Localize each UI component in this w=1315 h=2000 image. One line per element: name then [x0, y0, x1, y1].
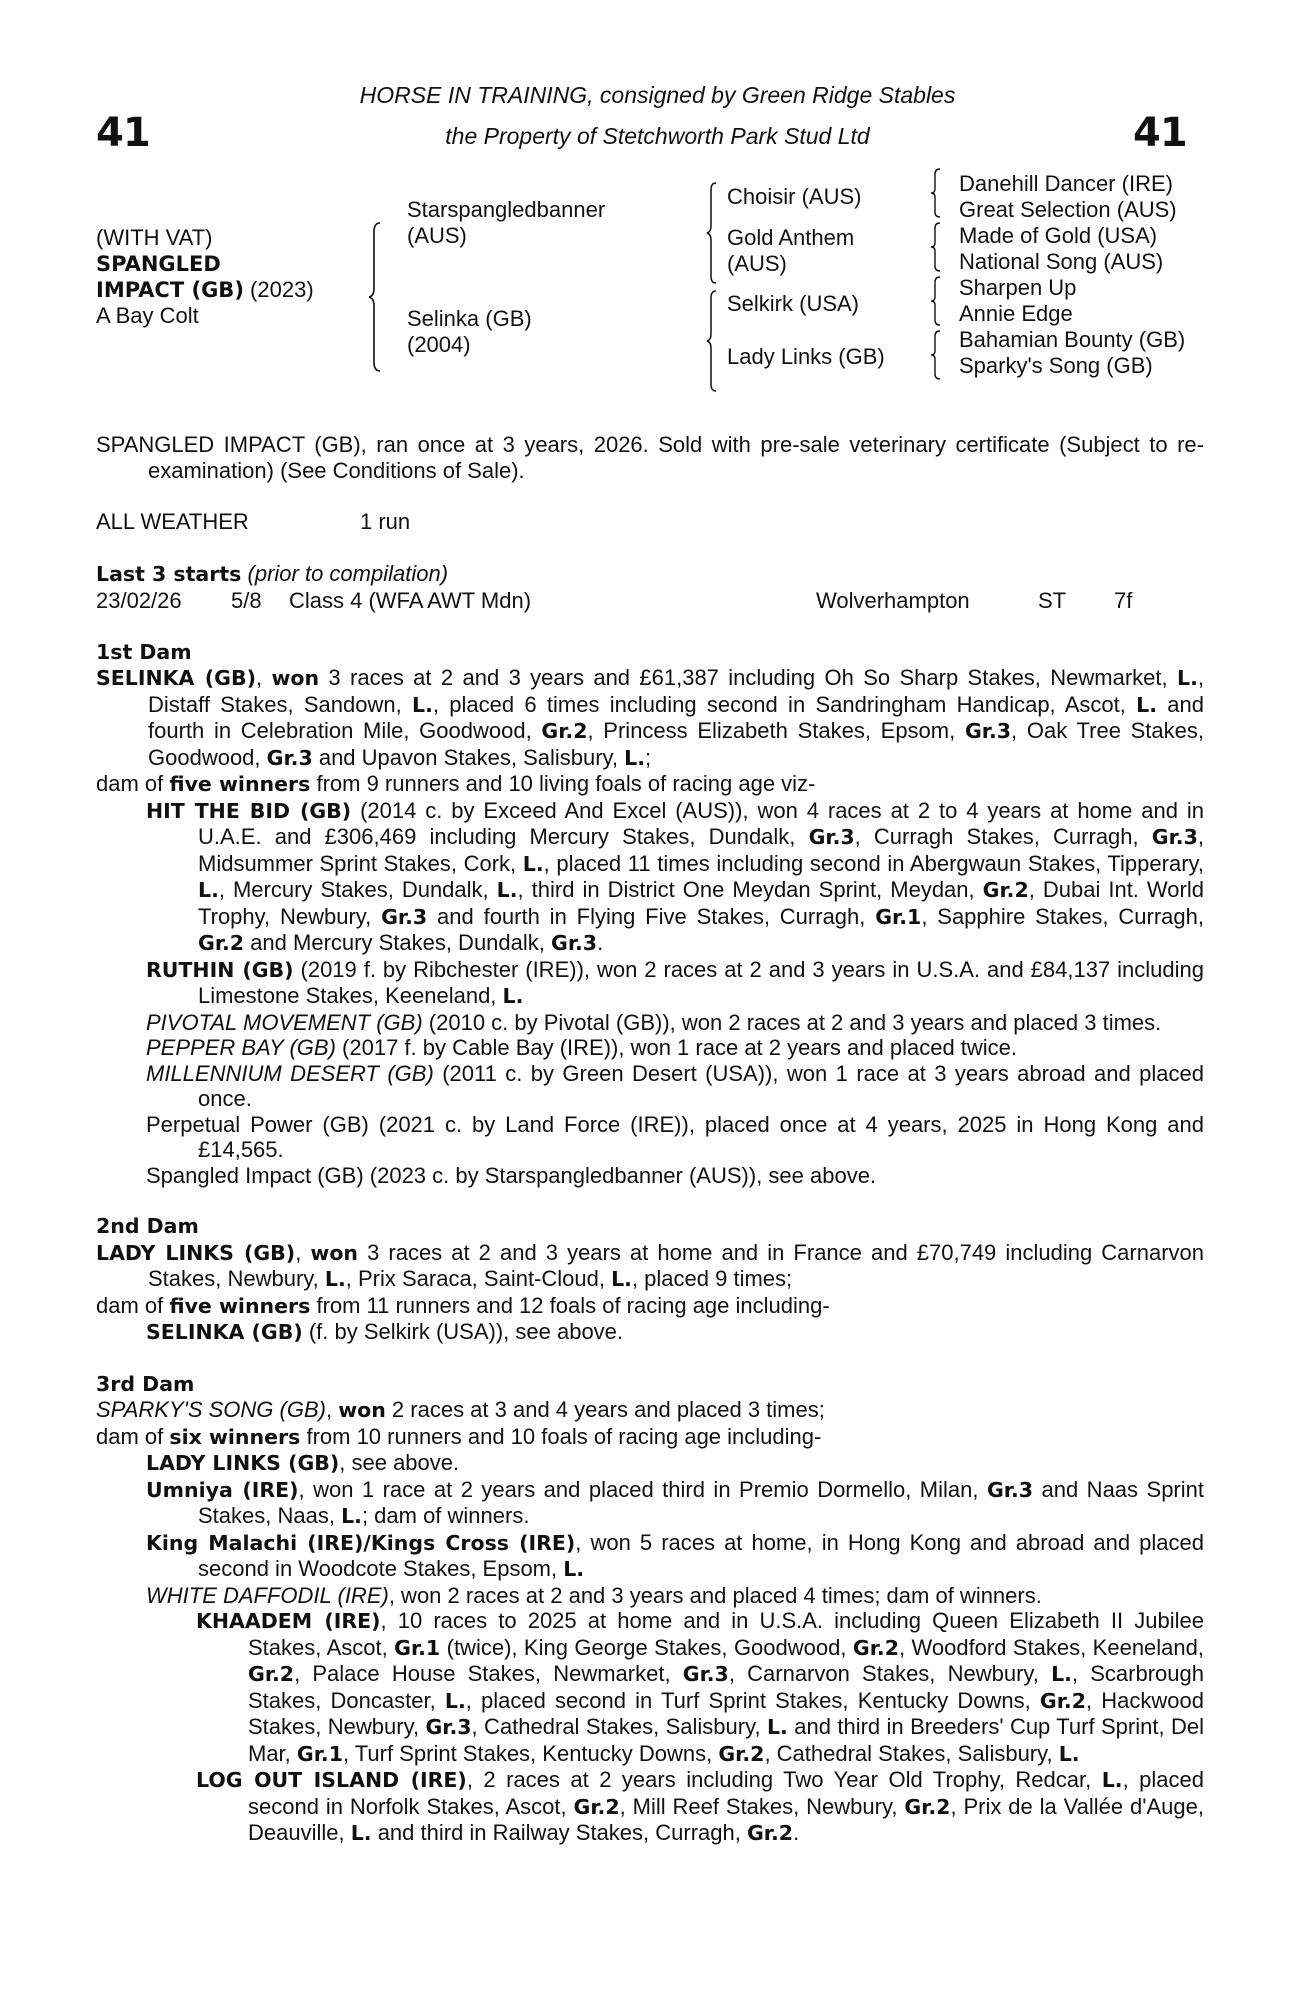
produce-perpetual-power: Perpetual Power (GB) (2021 c. by Land Force (IRE)), placed once at 4 years, 2025 in Hong Kong and £14,565. — [146, 1111, 1204, 1162]
pedigree-sire-dam — [727, 225, 854, 277]
pedigree-gen3 — [959, 171, 1185, 379]
start-position: 5/8 — [231, 587, 262, 613]
gen3-item: Danehill Dancer (IRE) — [959, 171, 1173, 196]
produce-khaadem — [96, 1608, 1204, 1767]
text-run: , won 2 races at 2 and 3 years and placed 4 times; dam of winners. — [388, 1582, 1042, 1608]
bold-text-run: Gr.3 — [1151, 825, 1198, 849]
pedigree-sire-sire: Choisir (AUS) — [727, 184, 862, 209]
last-starts-heading — [96, 561, 1204, 588]
catalogue-body — [96, 432, 1204, 1847]
bold-text-run: Gr.2 — [248, 1662, 295, 1686]
last-starts-subtitle: (prior to compilation) — [247, 561, 449, 586]
pedigree-sire — [407, 197, 605, 249]
produce-selinka — [96, 1319, 1204, 1346]
text-run: and fourth in Celebration Mile, Goodwood, — [148, 691, 1204, 743]
horse-name-line1: SPANGLED — [96, 252, 221, 276]
bold-text-run: Gr.2 — [573, 1794, 620, 1819]
sire-country: (AUS) — [407, 223, 467, 248]
bold-text-run: L. — [496, 878, 518, 902]
bold-text-run: L. — [1101, 1768, 1123, 1792]
bold-text-run: KHAADEM (IRE) — [196, 1609, 381, 1633]
text-run: , placed second in Turf Sprint Stakes, Kentucky Downs, — [465, 1687, 1040, 1713]
text-run: , Curragh Stakes, Curragh, — [854, 824, 1152, 849]
bold-text-run: Gr.1 — [394, 1635, 441, 1660]
text-run: , Dubai Int. World Trophy, Newbury, — [198, 877, 1204, 929]
horse-year: (2023) — [250, 277, 314, 302]
gen3-item: Great Selection (AUS) — [959, 197, 1177, 222]
text-run: and third in Railway Stakes, Curragh, — [371, 1820, 747, 1845]
pedigree-dam-dam: Lady Links (GB) — [727, 344, 885, 369]
start-going: ST — [1038, 587, 1067, 613]
bold-text-run: RUTHIN (GB) — [146, 957, 294, 982]
produce-umniya — [96, 1477, 1204, 1530]
bold-text-run: L. — [502, 984, 524, 1008]
dam-year: (2004) — [407, 332, 471, 357]
bold-text-run: Gr.2 — [982, 878, 1029, 902]
text-run: , placed second in Norfolk Stakes, Ascot, — [248, 1767, 1204, 1819]
gen3-item: Made of Gold (USA) — [959, 223, 1158, 248]
bold-text-run: Gr.3 — [986, 1477, 1034, 1502]
bold-text-run: Gr.2 — [1039, 1688, 1086, 1713]
text-run: 2 races at 3 and 4 years and placed 3 times; — [385, 1397, 825, 1422]
text-run: , placed 9 times; — [631, 1266, 793, 1291]
produce-hit-the-bid — [96, 798, 1204, 957]
text-run: , Woodford Stakes, Keeneland, — [898, 1634, 1204, 1660]
record-runs: 1 run — [360, 509, 411, 534]
pedigree-dam — [407, 306, 532, 358]
pedigree-brace-g3-1 — [930, 168, 942, 218]
third-dam-produce-summary — [96, 1424, 1204, 1451]
lot-number-right: 41 — [1133, 110, 1187, 156]
bold-text-run: Gr.3 — [682, 1662, 729, 1686]
bold-text-run: L. — [1051, 1662, 1072, 1686]
text-run: , Sapphire Stakes, Curragh, — [921, 903, 1204, 929]
bold-text-run: L. — [624, 745, 646, 770]
bold-text-run: L. — [412, 692, 433, 717]
bold-text-run: won — [338, 1398, 386, 1422]
bold-text-run: six winners — [169, 1424, 301, 1449]
text-run: , Carnarvon Stakes, Newbury, — [728, 1661, 1052, 1686]
bold-text-run: Gr.3 — [381, 904, 428, 929]
bold-text-run: won — [310, 1240, 358, 1265]
text-run: , Princess Elizabeth Stakes, Epsom, — [587, 718, 965, 743]
text-run: and fourth in Flying Five Stakes, Curragh, — [427, 903, 876, 929]
produce-log-out-island — [96, 1767, 1204, 1847]
vat-note: (WITH VAT) — [96, 225, 213, 250]
text-run: dam of — [96, 1292, 170, 1318]
produce-pivotal-movement — [96, 1010, 1204, 1036]
text-run: , Prix de la Vallée d'Auge, Deauville, — [248, 1793, 1204, 1845]
pedigree-brace-dam — [706, 290, 718, 392]
text-run: 3 races at 2 and 3 years and £61,387 including Oh So Sharp Stakes, Newmarket, — [319, 665, 1178, 690]
bold-text-run: five winners — [169, 1293, 311, 1318]
bold-text-run: LADY LINKS (GB) — [96, 1240, 296, 1265]
text-run: (2014 c. by Exceed And Excel (AUS)), won 4 races at 2 to 4 years at home and in U.A.E. and £306,469 including Mercury Stakes, Dundalk, — [198, 797, 1204, 849]
gen3-item: Sharpen Up — [959, 275, 1077, 300]
bold-text-run: Gr.2 — [852, 1635, 899, 1660]
text-run: from 9 runners and 10 living foals of racing age viz- — [310, 771, 816, 796]
bold-text-run: LADY LINKS (GB) — [146, 1451, 340, 1475]
record-surface: ALL WEATHER — [96, 509, 249, 534]
gen3-item: Annie Edge — [959, 301, 1073, 326]
bold-text-run: L. — [1177, 666, 1198, 690]
text-run: , Distaff Stakes, Sandown, — [148, 665, 1204, 717]
won-label: won — [271, 666, 320, 690]
first-dam-produce-summary — [96, 771, 1204, 798]
bold-text-run: King Malachi (IRE)/Kings Cross (IRE) — [146, 1530, 576, 1555]
text-run: and Mercury Stakes, Dundalk, — [244, 930, 551, 955]
text-run: , Turf Sprint Stakes, Kentucky Downs, — [342, 1740, 719, 1766]
text-run: , see above. — [339, 1450, 460, 1475]
lot-number-left: 41 — [96, 110, 150, 156]
bold-text-run: Gr.3 — [808, 825, 855, 849]
header-property: the Property of Stetchworth Park Stud Ltd — [445, 123, 870, 149]
bold-text-run: Gr.2 — [718, 1741, 765, 1766]
bold-text-run: Gr.2 — [198, 931, 245, 955]
gen3-item: Bahamian Bounty (GB) — [959, 327, 1186, 352]
start-distance: 7f — [1114, 587, 1133, 613]
text-run: , Palace House Stakes, Newmarket, — [294, 1661, 683, 1686]
produce-ruthin — [96, 957, 1204, 1010]
bold-text-run: L. — [1136, 692, 1157, 717]
first-dam-title: 1st Dam — [96, 639, 192, 664]
text-run: (2017 f. by Cable Bay (IRE)), won 1 race at 2 years and placed twice. — [335, 1035, 1018, 1060]
bold-text-run: Umniya (IRE) — [146, 1477, 299, 1502]
text-run: and third in Breeders' Cup Turf Sprint, Del Mar, — [248, 1714, 1204, 1766]
text-run: , Prix Saraca, Saint-Cloud, — [345, 1266, 612, 1291]
text-run: from 11 runners and 12 foals of racing age including- — [310, 1292, 830, 1318]
text-run: (2019 f. by Ribchester (IRE)), won 2 races at 2 and 3 years in U.S.A. and £84,137 including Limestone Stakes, Keeneland, — [198, 956, 1204, 1008]
bold-text-run: Gr.2 — [904, 1794, 951, 1819]
bold-text-run: Gr.1 — [875, 904, 922, 929]
second-dam-title: 2nd Dam — [96, 1214, 199, 1238]
gen3-item: National Song (AUS) — [959, 249, 1164, 274]
produce-pepper-bay — [96, 1035, 1204, 1061]
text-run: , third in District One Meydan Sprint, Meydan, — [517, 877, 983, 902]
text-run: , Hackwood Stakes, Newbury, — [248, 1687, 1204, 1739]
produce-spangled-impact: Spangled Impact (GB) (2023 c. by Starspangledbanner (AUS)), see above. — [146, 1162, 877, 1188]
pedigree-brace-g3-4 — [930, 330, 942, 380]
sire-dam-country: (AUS) — [727, 251, 787, 276]
text-run: (2011 c. by Green Desert (USA)), won 1 race at 3 years abroad and placed once. — [198, 1060, 1204, 1111]
bold-text-run: L. — [444, 1688, 466, 1713]
bold-text-run: Gr.2 — [746, 1821, 794, 1845]
text-run: , Scarbrough Stakes, Doncaster, — [248, 1661, 1204, 1713]
text-run: ; dam of winners. — [361, 1503, 530, 1528]
horse-block — [96, 225, 314, 329]
last-starts-title: Last 3 starts — [96, 562, 242, 586]
text-run: and Upavon Stakes, Salisbury, — [312, 744, 625, 770]
pedigree-brace-g3-3 — [930, 276, 942, 326]
bold-text-run: L. — [324, 1267, 346, 1291]
text-run: , Cathedral Stakes, Salisbury, — [764, 1740, 1059, 1766]
bold-text-run: L. — [350, 1821, 372, 1845]
sire-dam-name: Gold Anthem — [727, 225, 855, 250]
bold-text-run: L. — [563, 1557, 585, 1581]
produce-white-daffodil — [96, 1583, 1204, 1609]
text-run: , Mill Reef Stakes, Newbury, — [619, 1793, 905, 1819]
pedigree-brace-g3-2 — [930, 222, 942, 272]
text-run: ; — [645, 744, 652, 770]
text-run: , Midsummer Sprint Stakes, Cork, — [198, 824, 1204, 876]
start-date: 23/02/26 — [96, 587, 182, 613]
text-run: dam of — [96, 1423, 170, 1449]
bold-text-run: Gr.3 — [425, 1715, 472, 1739]
pedigree-dam-sire: Selkirk (USA) — [727, 291, 860, 316]
second-dam-produce-summary — [96, 1293, 1204, 1320]
text-run: , 10 races to 2025 at home and in U.S.A. including Queen Elizabeth II Jubilee Stakes, Ascot, — [248, 1608, 1204, 1660]
horse-name-line2-row — [96, 277, 314, 303]
text-run: , won 5 races at home, in Hong Kong and abroad and placed second in Woodcote Stakes, Epsom, — [198, 1529, 1204, 1581]
bold-text-run: Gr.1 — [296, 1741, 343, 1766]
produce-millennium-desert — [96, 1061, 1204, 1112]
text-run: , placed 6 times including second in Sandringham Handicap, Ascot, — [432, 691, 1137, 717]
third-dam-record: SPARKY'S SONG (GB), won 2 races at 3 and 4 years and placed 3 times; — [96, 1397, 825, 1422]
bold-text-run: L. — [611, 1267, 632, 1291]
italic-text-run: SPARKY'S SONG (GB) — [96, 1397, 326, 1422]
horse-name-line2: IMPACT (GB) — [96, 278, 244, 302]
dam-name: SELINKA (GB) — [96, 666, 256, 690]
bold-text-run: Gr.3 — [551, 931, 598, 955]
produce-lady-links — [96, 1450, 1204, 1477]
text-run: , 2 races at 2 years including Two Year Old Trophy, Redcar, — [466, 1767, 1102, 1792]
bold-text-run: L. — [522, 851, 544, 876]
first-dam-record: SELINKA (GB), won 3 races at 2 and 3 years and £61,387 including Oh So Sharp Stakes, Newmarket, L., Distaff Stakes, Sandown, L., placed 6 times including second in Sandringham Handicap, Ascot, L. and fourth in Celebration Mile, Goodwood, Gr.2, Princess Elizabeth Stakes, Epsom, Gr.3, Oak Tree Stakes, Goodwood, Gr.3 and Upavon Stakes, Salisbury, L.; — [96, 665, 1204, 770]
text-run: , Oak Tree Stakes, Goodwood, — [148, 718, 1204, 770]
sire-name: Starspangledbanner — [407, 197, 606, 222]
pedigree-brace-main — [368, 222, 382, 372]
produce-king-malachi — [96, 1530, 1204, 1583]
text-run: , won 1 race at 2 years and placed third in Premio Dormello, Milan, — [298, 1476, 987, 1502]
start-race: Class 4 (WFA AWT Mdn) — [289, 587, 532, 613]
italic-text-run: PIVOTAL MOVEMENT (GB) — [146, 1009, 423, 1035]
text-run: 3 races at 2 and 3 years at home and in France and £70,749 including Carnarvon Stakes, Newbury, — [148, 1239, 1204, 1291]
text-run: from 10 runners and 10 foals of racing age including- — [300, 1423, 822, 1449]
text-run: , Mercury Stakes, Dundalk, — [218, 877, 497, 902]
bold-text-run: five winners — [169, 772, 311, 796]
dam-name: Selinka (GB) — [407, 306, 532, 331]
third-dam-title: 3rd Dam — [96, 1371, 195, 1396]
summary-paragraph: SPANGLED IMPACT (GB), ran once at 3 years, 2026. Sold with pre-sale veterinary certificate (Subject to re-examination) (See Conditions of Sale). — [96, 432, 1204, 483]
record-row — [96, 509, 1204, 535]
start-course: Wolverhampton — [816, 587, 970, 613]
text-run: (2010 c. by Pivotal (GB)), won 2 races at 2 and 3 years and placed 3 times. — [422, 1009, 1162, 1035]
text-run: and Naas Sprint Stakes, Naas, — [198, 1476, 1204, 1528]
bold-text-run: Gr.3 — [266, 745, 313, 770]
bold-text-run: LOG OUT ISLAND (IRE) — [196, 1768, 467, 1792]
bold-text-run: L. — [341, 1504, 362, 1528]
bold-text-run: L. — [1058, 1741, 1080, 1766]
second-dam-record: LADY LINKS (GB), won 3 races at 2 and 3 years at home and in France and £70,749 including Carnarvon Stakes, Newbury, L., Prix Saraca, Saint-Cloud, L., placed 9 times; — [96, 1239, 1204, 1291]
italic-text-run: PEPPER BAY (GB) — [146, 1035, 336, 1060]
text-run: , Cathedral Stakes, Salisbury, — [471, 1714, 767, 1739]
text-run: dam of — [96, 771, 170, 796]
bold-text-run: L. — [198, 878, 219, 902]
text-run: (twice), King George Stakes, Goodwood, — [440, 1634, 853, 1660]
bold-text-run: Gr.2 — [541, 719, 588, 743]
text-run: (f. by Selkirk (USA)), see above. — [302, 1319, 624, 1344]
bold-text-run: Gr.3 — [964, 719, 1012, 743]
bold-text-run: HIT THE BID (GB) — [146, 798, 352, 823]
header-consignor: HORSE IN TRAINING, consigned by Green Ridge Stables — [359, 82, 956, 108]
pedigree-brace-sire — [706, 182, 718, 284]
text-run: , placed 11 times including second in Abergwaun Stakes, Tipperary, — [543, 850, 1204, 876]
text-run: . — [597, 930, 604, 955]
italic-text-run: MILLENNIUM DESERT (GB) — [146, 1060, 434, 1086]
text-run: . — [793, 1820, 800, 1845]
bold-text-run: SELINKA (GB) — [146, 1320, 303, 1344]
gen3-item: Sparky's Song (GB) — [959, 353, 1153, 378]
italic-text-run: WHITE DAFFODIL (IRE) — [146, 1582, 389, 1608]
start-row — [96, 588, 1204, 614]
bold-text-run: L. — [766, 1715, 788, 1739]
horse-description: A Bay Colt — [96, 303, 199, 328]
